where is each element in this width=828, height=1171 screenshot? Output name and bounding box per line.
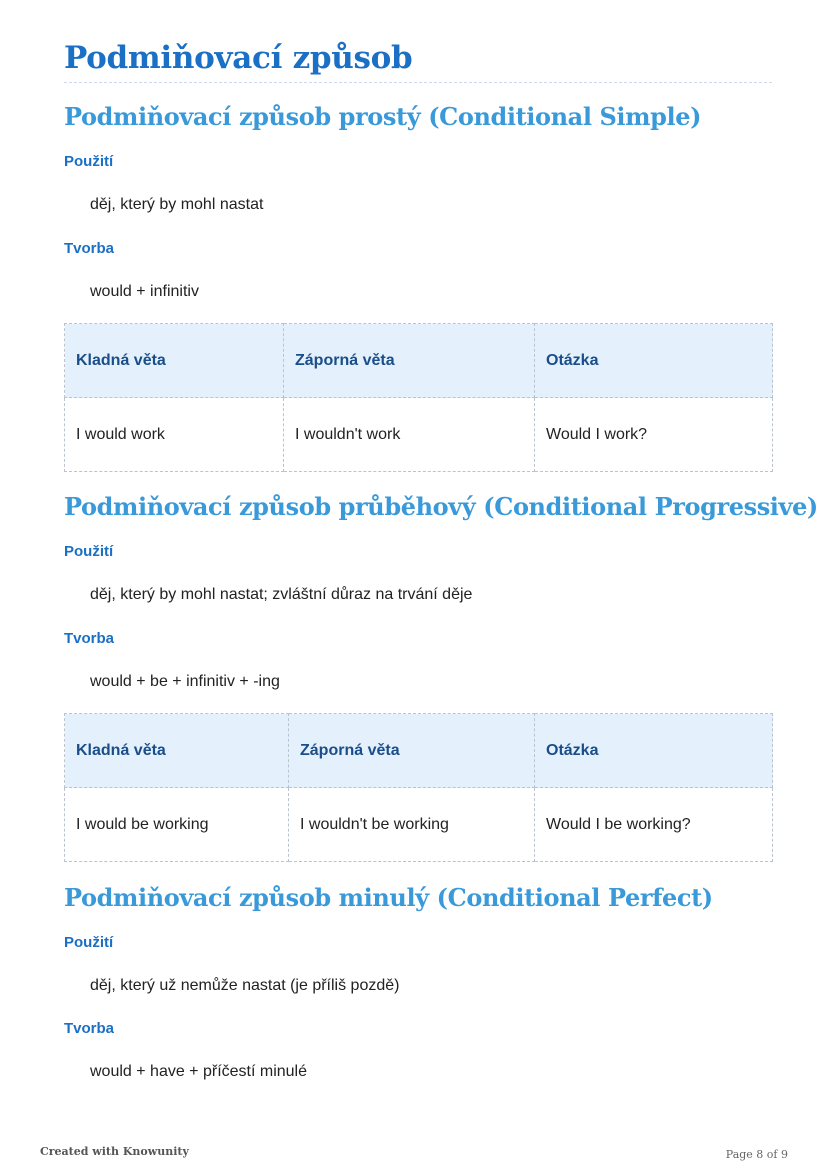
usage-label: Použití [64, 934, 114, 951]
cell-positive: I would be working [65, 788, 289, 862]
page-title: Podmiňovací způsob [64, 40, 772, 83]
header-positive: Kladná věta [65, 714, 289, 788]
header-negative: Záporná věta [289, 714, 535, 788]
conjugation-table [64, 713, 773, 862]
header-positive: Kladná věta [65, 324, 284, 398]
form-label: Tvorba [64, 240, 115, 257]
usage-text: děj, který už nemůže nastat (je příliš pozdě) [90, 977, 400, 994]
header-question: Otázka [535, 714, 773, 788]
table-header-row [65, 324, 773, 398]
cell-negative: I wouldn't work [284, 398, 535, 472]
form-label: Tvorba [64, 1020, 115, 1037]
section-heading-conditional-perfect: Podmiňovací způsob minulý (Conditional Perfect) [64, 883, 713, 912]
cell-positive: I would work [65, 398, 284, 472]
usage-label: Použití [64, 543, 114, 560]
table-row [65, 398, 773, 472]
section-heading-conditional-simple: Podmiňovací způsob prostý (Conditional Simple) [64, 102, 702, 131]
table-row [65, 788, 773, 862]
section-heading-conditional-progressive: Podmiňovací způsob průběhový (Conditional Progressive) [64, 492, 818, 521]
footer-created-with: Created with Knowunity [40, 1145, 189, 1158]
form-text: would + have + příčestí minulé [90, 1063, 308, 1080]
cell-question: Would I work? [535, 398, 773, 472]
form-text: would + be + infinitiv + -ing [90, 673, 280, 690]
table-header-row [65, 714, 773, 788]
conjugation-table [64, 323, 773, 472]
footer-page-number: Page 8 of 9 [725, 1148, 788, 1161]
header-negative: Záporná věta [284, 324, 535, 398]
cell-question: Would I be working? [535, 788, 773, 862]
cell-negative: I wouldn't be working [289, 788, 535, 862]
form-label: Tvorba [64, 630, 115, 647]
usage-text: děj, který by mohl nastat; zvláštní důraz na trvání děje [90, 586, 473, 603]
header-question: Otázka [535, 324, 773, 398]
usage-text: děj, který by mohl nastat [90, 196, 264, 213]
form-text: would + infinitiv [90, 283, 199, 300]
usage-label: Použití [64, 153, 114, 170]
